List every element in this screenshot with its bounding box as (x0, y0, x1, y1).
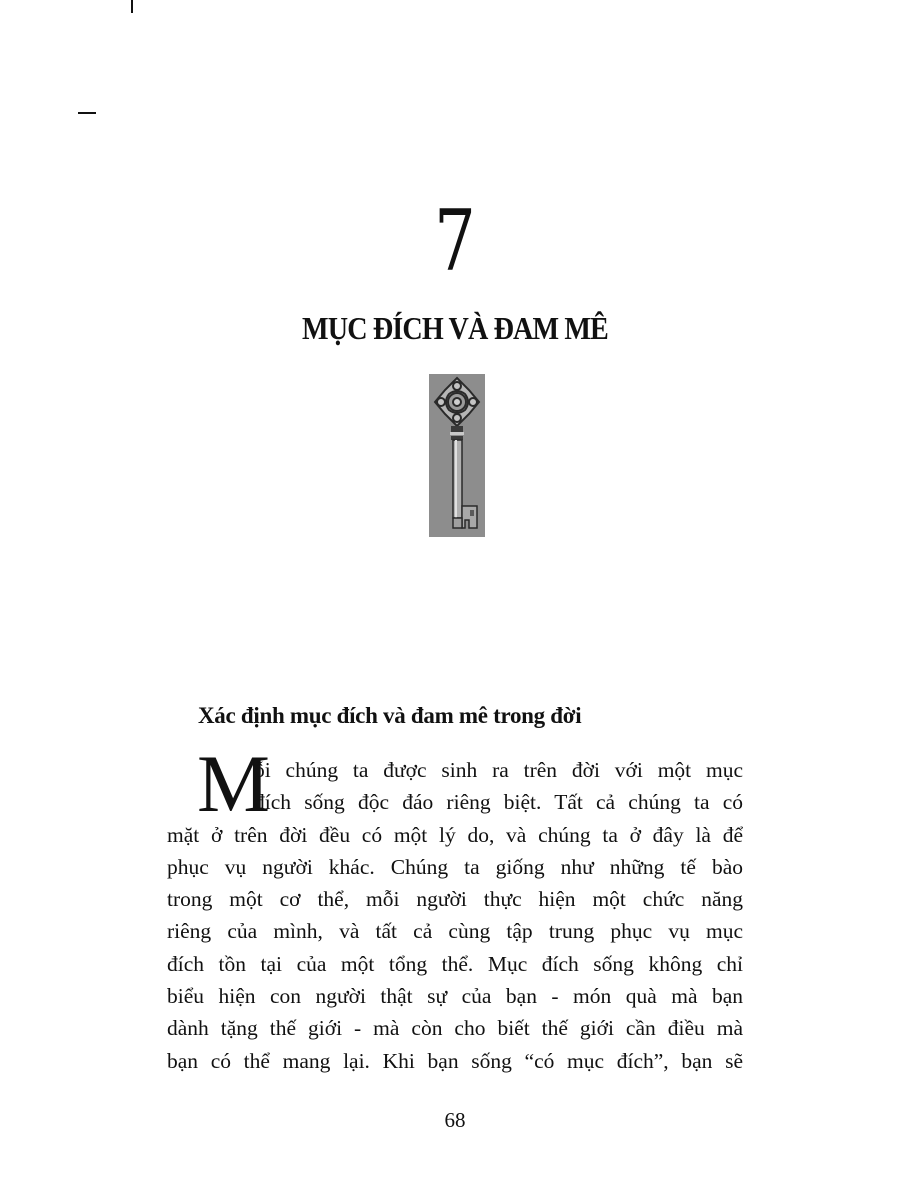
body-line: dành tặng thế giới - mà còn cho biết thế giới cần điều mà (167, 1016, 743, 1041)
antique-key-icon (429, 374, 485, 537)
body-line: riêng của mình, và tất cả cùng tập trung phục vụ mục (167, 919, 743, 944)
chapter-title: MỤC ĐÍCH VÀ ĐAM MÊ (302, 310, 608, 346)
body-line: mặt ở trên đời đều có một lý do, và chúng ta ở đây là để (167, 822, 743, 847)
body-line: bạn có thể mang lại. Khi bạn sống “có mục đích”, bạn sẽ (167, 1048, 743, 1073)
body-line: ỗi chúng ta được sinh ra trên đời với một mục (254, 758, 743, 782)
body-line: phục vụ người khác. Chúng ta giống như những tế bào (167, 854, 743, 879)
drop-cap-letter: M (197, 738, 270, 829)
body-line: đích tồn tại của một tổng thể. Mục đích sống không chỉ (167, 951, 743, 976)
body-line: trong một cơ thể, mỗi người thực hiện một chức năng (167, 887, 743, 912)
crop-mark-horizontal (78, 112, 96, 114)
page-number: 68 (444, 1108, 466, 1132)
body-paragraph (167, 754, 743, 1077)
chapter-number: 7 (434, 192, 476, 290)
body-line: biểu hiện con người thật sự của bạn - món quà mà bạn (167, 984, 743, 1009)
body-line: đích sống độc đáo riêng biệt. Tất cả chúng ta có (254, 790, 743, 815)
section-heading: Xác định mục đích và đam mê trong đời (198, 703, 582, 728)
crop-mark-vertical (131, 0, 133, 13)
